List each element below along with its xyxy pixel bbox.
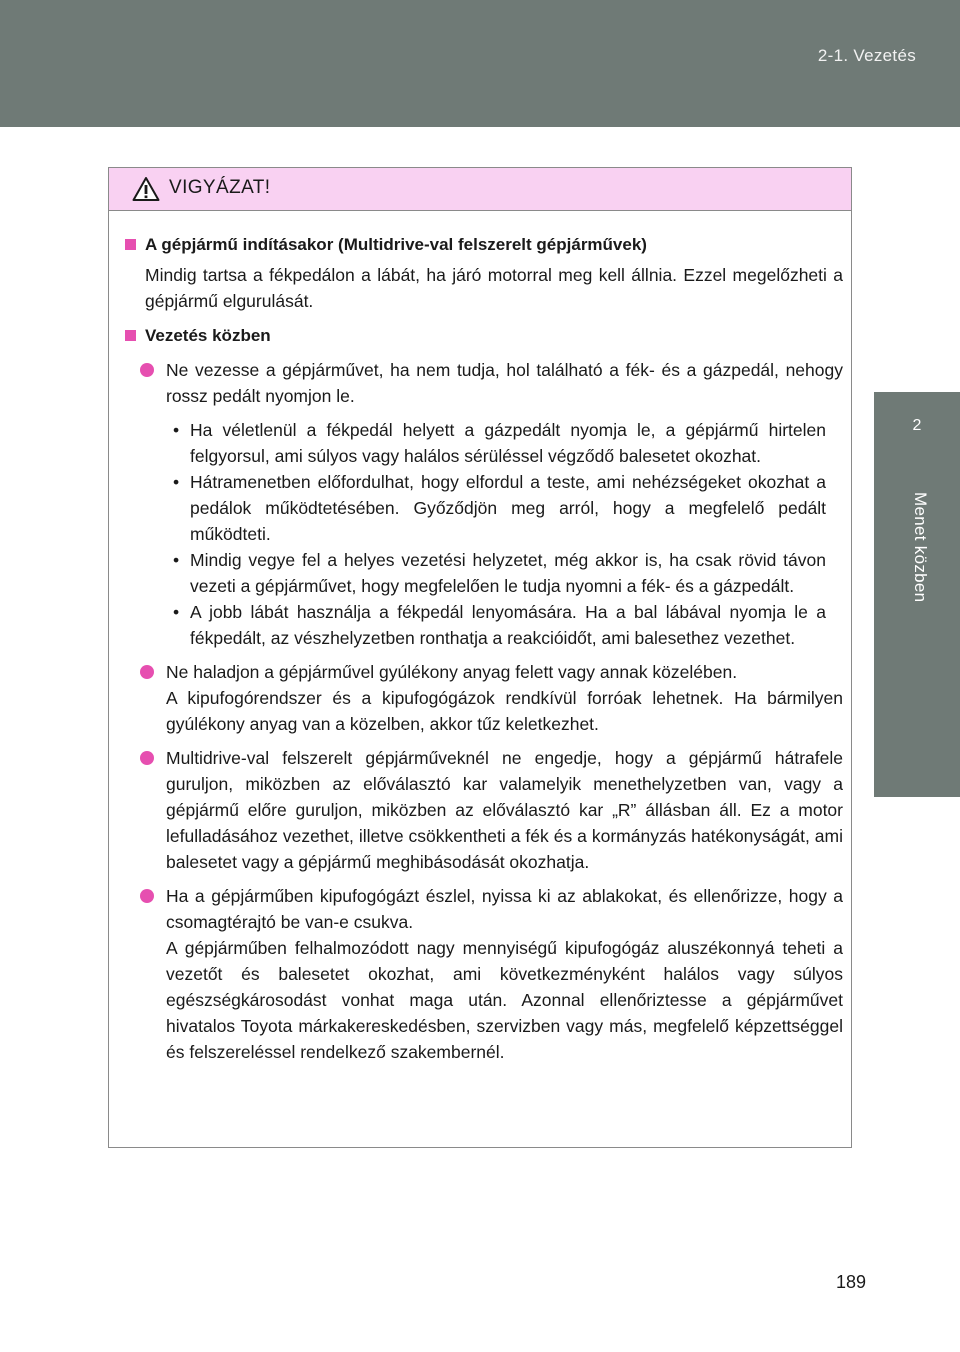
- square-bullet-icon: [125, 330, 136, 341]
- sub-list-item: [173, 417, 826, 469]
- sub-list-item: [173, 469, 826, 547]
- circle-bullet-icon: [140, 665, 154, 679]
- section-heading-text: A gépjármű indításakor (Multidrive-val felszerelt gépjárművek): [145, 235, 647, 254]
- chapter-title: Menet közben: [911, 492, 930, 603]
- circle-bullet-icon: [140, 363, 154, 377]
- sub-list-item: [173, 547, 826, 599]
- sub-list-item-text: A jobb lábát használja a fékpedál lenyomására. Ha a bal lábával nyomja le a fékpedált, az vészhelyzetben ronthatja a reakcióidőt, ami balesethez vezethet.: [190, 602, 826, 648]
- list-item: [136, 745, 843, 875]
- dot-marker-icon: •: [173, 602, 180, 622]
- circle-bullet-icon: [140, 889, 154, 903]
- sub-list-item: [173, 599, 826, 651]
- list-item-text: A kipufogórendszer és a kipufogógázok rendkívül forróak lehetnek. Ha bármilyen gyúlékony anyag van a közelben, akkor tűz keletkezhet.: [166, 688, 843, 734]
- list-item: [136, 883, 843, 1065]
- side-tab-upper: [874, 127, 960, 392]
- dot-marker-icon: •: [173, 550, 180, 570]
- circle-bullet-icon: [140, 751, 154, 765]
- section-heading-text: Vezetés közben: [145, 326, 271, 345]
- caution-title: VIGYÁZAT!: [169, 177, 271, 198]
- page-header: [0, 0, 960, 127]
- list-item: [136, 659, 843, 737]
- section-title: 2-1. Vezetés: [817, 46, 916, 65]
- square-bullet-icon: [125, 239, 136, 250]
- warning-triangle-icon: [132, 176, 160, 202]
- sub-list-item-text: Mindig vegye fel a helyes vezetési helyzetet, még akkor is, ha csak rövid távon vezeti a gépjárművet, hogy megfelelően le tudja nyomni a fék- és a gázpedált.: [190, 550, 826, 596]
- caution-header: [109, 168, 851, 211]
- page-number: 189: [835, 1272, 866, 1292]
- list-item-text: Ne vezesse a gépjárművet, ha nem tudja, hol található a fék- és a gázpedál, nehogy rossz pedált nyomjon le.: [166, 360, 843, 406]
- section-heading: [123, 232, 843, 258]
- caution-body: [109, 211, 851, 1065]
- list-item-text: Multidrive-val felszerelt gépjárműveknél ne engedje, hogy a gépjármű hátrafele guruljon, miközben az előválasztó kar valamelyik menethelyzetben van, vagy a gépjármű előre guruljon, miközben az előválasztó kar „R” állásban áll. Ez a motor lefulladásához vezethet, illetve csökkentheti a fék és a kormányzás hatékonyságát, ami balesetet vagy a gépjármű meghibásodását okozhatja.: [166, 748, 843, 872]
- caution-box: [108, 167, 852, 1148]
- dot-marker-icon: •: [173, 420, 180, 440]
- sub-list-item-text: Ha véletlenül a fékpedál helyett a gázpedált nyomja le, a gépjármű hirtelen felgyorsul, ami súlyos vagy halálos sérüléssel végződő balesetet okozhat.: [190, 420, 826, 466]
- list-item-text: A gépjárműben felhalmozódott nagy mennyiségű kipufogógáz aluszékonnyá teheti a vezetőt és balesetet okozhat, ami következményként halálos vagy súlyos egészségkárosodást vonhat maga után. Azonnal ellenőriztesse a gépjárművet hivatalos Toyota márkakereskedésben, szervizben vagy más, megfelelő képzettséggel és felszereléssel rendelkező szakembernél.: [166, 938, 843, 1062]
- sub-list-item-text: Hátramenetben előfordulhat, hogy elfordul a teste, ami nehézségeket okozhat a pedálok működtetésében. Győződjön meg arról, hogy a megfelelő pedált működteti.: [190, 472, 826, 544]
- chapter-tab: [874, 392, 960, 797]
- list-item-text: Ne haladjon a gépjárművel gyúlékony anyag felett vagy annak közelében.: [166, 662, 738, 682]
- chapter-number: 2: [912, 417, 922, 434]
- list-item-text: Ha a gépjárműben kipufogógázt észlel, nyissa ki az ablakokat, és ellenőrizze, hogy a csomagtérajtó be van-e csukva.: [166, 886, 843, 932]
- list-item: [136, 357, 843, 409]
- paragraph: Mindig tartsa a fékpedálon a lábát, ha járó motorral meg kell állnia. Ezzel megelőzheti a gépjármű elgurulását.: [145, 265, 843, 311]
- chapter-side-tab: [874, 127, 960, 1352]
- section-heading: [123, 323, 843, 349]
- dot-marker-icon: •: [173, 472, 180, 492]
